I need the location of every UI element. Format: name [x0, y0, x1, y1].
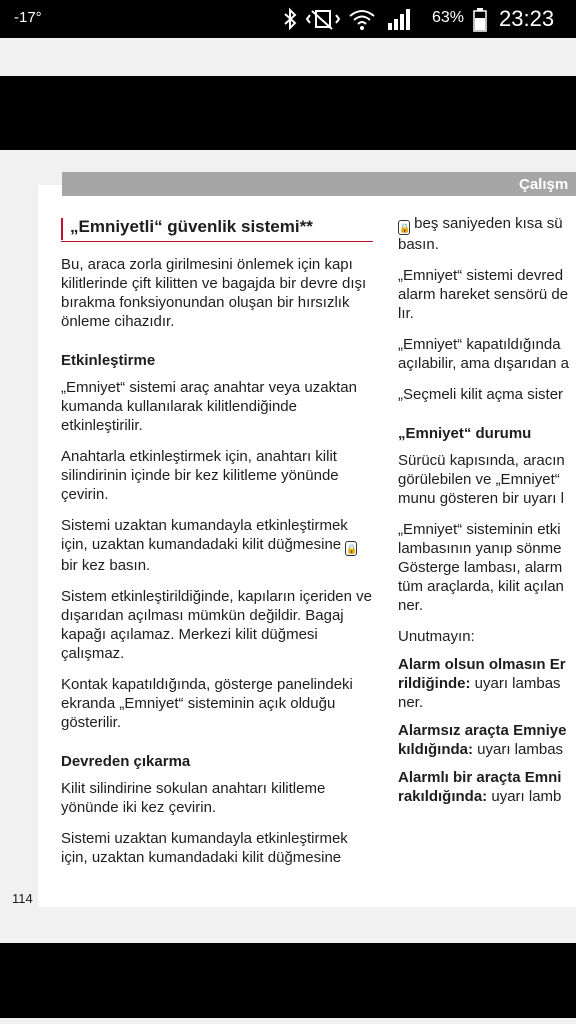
status-bar	[0, 0, 576, 38]
status-icons	[278, 6, 414, 32]
activation-paragraph-5: Kontak kapatıldığında, gösterge panelindeki ekranda „Emniyet“ sisteminin açık olduğu gösterilir.	[61, 676, 353, 731]
status-paragraph-1	[398, 451, 576, 508]
alarm-case-3-bold: Alarmlı bir araçta Emni	[398, 769, 562, 786]
battery-icon	[473, 8, 487, 32]
chapter-title: Çalışm	[519, 176, 569, 193]
status-p2-line-3: Gösterge lambası, alarm	[398, 559, 563, 576]
alarm-case-2-text: uyarı lambas	[473, 741, 564, 758]
lock-button-icon: 🔒	[345, 541, 357, 556]
deactivation-paragraph-1: Kilit silindirine sokulan anahtarı kilitleme yönünde iki kez çevirin.	[61, 780, 326, 816]
clock: 23:23	[499, 6, 555, 31]
note-label: Unutmayın:	[398, 628, 475, 645]
left-column	[61, 214, 373, 879]
status-paragraph-2	[398, 520, 576, 615]
alarm-case-1-end: ner.	[398, 694, 424, 711]
top-black-band	[0, 76, 576, 150]
right-column	[398, 214, 576, 815]
activation-paragraph-1: „Emniyet“ sistemi araç anahtar veya uzaktan kumanda kullanılarak kilitlendiğinde etkinleştirilir.	[61, 379, 357, 434]
deactivation-heading: Devreden çıkarma	[61, 753, 191, 770]
vibrate-icon	[306, 7, 342, 31]
right-p3-line-2: açılabilir, ama dışarıdan a	[398, 355, 569, 372]
right-p1-line-1: beş saniyeden kısa sü	[414, 215, 563, 232]
wifi-icon	[348, 7, 376, 31]
right-p3-line-1: „Emniyet“ kapatıldığında	[398, 336, 561, 353]
right-paragraph-4: „Seçmeli kilit açma sister	[398, 386, 564, 403]
temperature-readout: -17°	[14, 9, 42, 26]
status-p1-line-2: görülebilen ve „Emniyet“	[398, 471, 560, 488]
alarm-case-1-bold: Alarm olsun olmasın Er	[398, 656, 566, 673]
alarm-case-1-bold-2: rildiğinde:	[398, 675, 471, 692]
right-p2-line-2: alarm hareket sensörü de	[398, 286, 569, 303]
bluetooth-icon	[278, 7, 302, 31]
alarm-case-1-text: uyarı lambas	[470, 675, 561, 692]
section-title: „Emniyetli“ güvenlik sistemi**	[61, 214, 373, 242]
alarm-case-2-bold-2: kıldığında:	[398, 741, 473, 758]
activation-paragraph-4: Sistem etkinleştirildiğinde, kapıların içeriden ve dışarıdan açılması mümkün değildir. Bagaj kapağı açılamaz. Merkezi kilit düğmesi çalışmaz.	[61, 588, 372, 662]
status-p1-line-3: munu gösteren bir uyarı l	[398, 490, 564, 507]
status-p1-line-1: Sürücü kapısında, aracın	[398, 452, 565, 469]
status-p2-line-2: lambasının yanıp sönme	[398, 540, 562, 557]
right-paragraph-2	[398, 266, 576, 323]
right-p2-line-1: „Emniyet“ sistemi devred	[398, 267, 564, 284]
signal-icon	[386, 7, 414, 31]
page-number: 114	[12, 891, 33, 906]
chapter-header-bar	[62, 172, 576, 196]
battery-percent: 63%	[432, 9, 465, 26]
right-p1-line-2: basın.	[398, 236, 439, 253]
alarm-case-1	[398, 655, 576, 712]
alarm-case-2-bold: Alarmsız araçta Emniye	[398, 722, 567, 739]
bottom-black-band	[0, 943, 576, 1018]
alarm-case-2	[398, 721, 576, 759]
alarm-case-3-text: uyarı lamb	[487, 788, 562, 805]
deactivation-paragraph-2: Sistemi uzaktan kumandayla etkinleştirmek için, uzaktan kumandadaki kilit düğmesine	[61, 830, 348, 866]
right-paragraph-3	[398, 335, 576, 373]
status-heading: „Emniyet“ durumu	[398, 425, 532, 442]
status-p2-line-4: tüm araçlarda, kilit açılan	[398, 578, 564, 595]
right-p2-line-3: lır.	[398, 305, 414, 322]
alarm-case-3-bold-2: rakıldığında:	[398, 788, 488, 805]
alarm-case-3	[398, 768, 576, 806]
right-paragraph-1	[398, 214, 576, 254]
intro-paragraph: Bu, araca zorla girilmesini önlemek için kapı kilitlerinde çift kilitten ve bagajda bir devre dışı bırakma fonksiyonundan oluşan bir hırsızlık önleme cihazıdır.	[61, 256, 367, 330]
activation-heading: Etkinleştirme	[61, 352, 156, 369]
activation-paragraph-3	[61, 516, 373, 575]
activation-paragraph-2: Anahtarla etkinleştirmek için, anahtarı kilit silindirinin içinde bir kez kilitleme yönünde çevirin.	[61, 448, 339, 503]
status-p2-line-1: „Emniyet“ sisteminin etki	[398, 521, 561, 538]
activation-p3-tail: bir kez basın.	[61, 557, 151, 574]
lock-button-icon: 🔒	[398, 220, 410, 235]
status-p2-line-5: ner.	[398, 597, 424, 614]
activation-p3-text: Sistemi uzaktan kumandayla etkinleştirmek için, uzaktan kumandadaki kilit düğmesine	[61, 517, 348, 553]
